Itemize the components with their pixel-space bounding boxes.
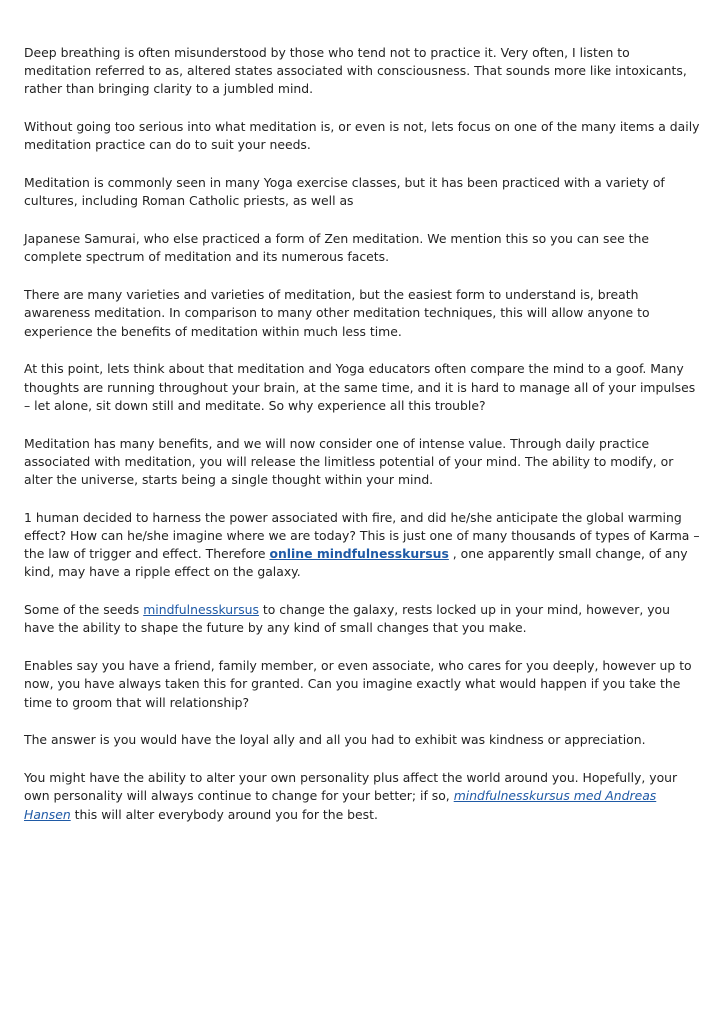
paragraph-12-text-before: You might have the ability to alter your own personality plus affect the world around you. Hopefully, your own personality will always continue to change for your better; if so, — [24, 770, 678, 804]
mindfulnesskursus-med-andreas-hansen-link[interactable]: mindfulnesskursus med Andreas Hansen — [24, 788, 657, 822]
paragraph-8-text-before: 1 human decided to harness the power associated with fire, and did he/she anticipate the global warming effect? How can he/she imagine where we are today? This is just one of many thousands of types of Karma – the law of trigger and effect. Therefore — [24, 509, 700, 562]
mindfulnesskursus-link[interactable]: mindfulnesskursus — [143, 602, 259, 618]
paragraph-9 — [24, 601, 700, 637]
paragraph-12 — [24, 769, 700, 824]
paragraph-9-text-after: to change the galaxy, rests locked up in your mind, however, you have the ability to shape the future by any kind of small changes that you make. — [24, 602, 670, 636]
paragraph-10: Enables say you have a friend, family member, or even associate, who cares for you deeply, however up to now, you have always taken this for granted. Can you imagine exactly what would happen if you take the time to groom that will relationship? — [24, 658, 692, 710]
paragraph-8-text-after: , one apparently small change, of any kind, may have a ripple effect on the galaxy. — [24, 546, 688, 580]
paragraph-1: Deep breathing is often misunderstood by those who tend not to practice it. Very often, I listen to meditation referred to as, altered states associated with consciousness. That sounds more like intoxicants, rather than bringing clarity to a jumbled mind. — [24, 45, 687, 97]
paragraph-7: Meditation has many benefits, and we will now consider one of intense value. Through daily practice associated with meditation, you will release the limitless potential of your mind. The ability to modify, or alter the universe, starts being a single thought within your mind. — [24, 435, 674, 488]
paragraph-11: The answer is you would have the loyal ally and all you had to exhibit was kindness or appreciation. — [24, 732, 646, 748]
paragraph-8 — [24, 509, 700, 582]
paragraph-6: At this point, lets think about that meditation and Yoga educators often compare the mind to a goof. Many thoughts are running throughout your brain, at the same time, and it is hard to manage all of your impulses – let alone, sit down still and meditate. So why experience all this trouble? — [24, 361, 696, 413]
paragraph-3: Meditation is commonly seen in many Yoga exercise classes, but it has been practiced with a variety of cultures, including Roman Catholic priests, as well as — [24, 175, 665, 209]
online-mindfulnesskursus-link[interactable]: online mindfulnesskursus — [269, 546, 449, 562]
paragraph-5: There are many varieties and varieties of meditation, but the easiest form to understand is, breath awareness meditation. In comparison to many other meditation techniques, this will allow anyone to experience the benefits of meditation within much less time. — [24, 287, 650, 339]
paragraph-12-text-after: this will alter everybody around you for the best. — [70, 806, 378, 822]
paragraph-4: Japanese Samurai, who else practiced a form of Zen meditation. We mention this so you can see the complete spectrum of meditation and its numerous facets. — [24, 231, 649, 265]
paragraph-9-text-before: Some of the seeds — [24, 602, 144, 618]
paragraph-2: Without going too serious into what meditation is, or even is not, lets focus on one of the many items a daily meditation practice can do to suit your needs. — [24, 119, 700, 153]
article-body — [24, 44, 700, 843]
